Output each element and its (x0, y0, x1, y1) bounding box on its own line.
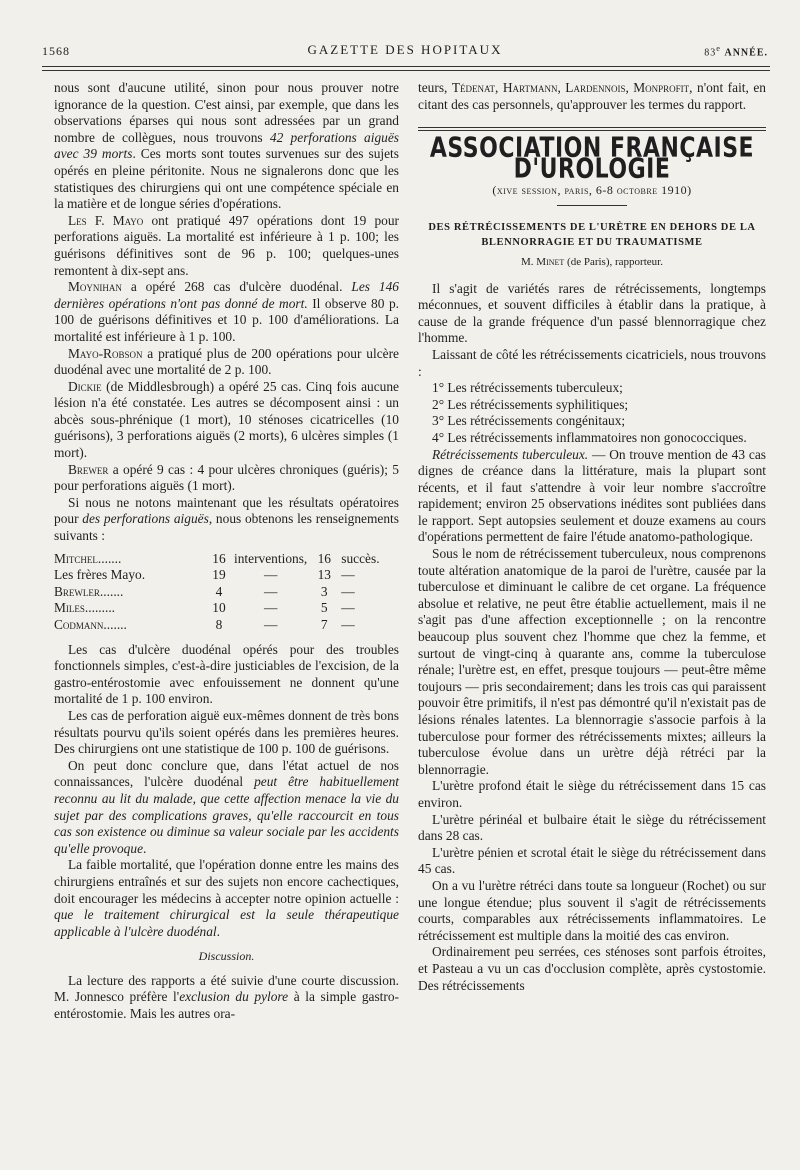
author-name: Brewer (68, 461, 109, 477)
list-item: 1° Les rétrécissements tuberculeux; (432, 380, 623, 396)
paragraph (418, 778, 766, 811)
left-column (54, 80, 399, 1023)
header-rule-top (42, 66, 770, 67)
paragraph (418, 80, 766, 113)
text-span: a opéré 9 cas : 4 pour ulcères chroniques (guéris); 5 pour perforations aiguës (1 mort). (54, 461, 399, 494)
table-row (54, 600, 399, 617)
ditto-mark: — (263, 567, 278, 583)
paragraph (418, 281, 766, 347)
surgeon-name: Brewler....... (54, 583, 124, 599)
year-suffix: e (716, 44, 721, 53)
text-span: Il observe 80 p. 100 de guérisons définitives et 10 p. 100 d'améliorations. La mortalité est inférieure à 1 p. 100. (54, 295, 399, 344)
table-row (54, 567, 399, 584)
list-item: 4° Les rétrécissements inflammatoires non gonococciques. (432, 429, 747, 445)
interventions-label: interventions, (234, 550, 308, 566)
text-span: n'ont fait, en citant des cas personnels, qu'approuver les termes du rapport. (418, 80, 766, 112)
interventions-count: 16 (212, 550, 226, 566)
text-span: Ordinairement peu serrées, ces sténoses sont parfois étroites, et Pasteau a vu un cas d'occlusion complète, après cystostomie. Des rétrécissements (418, 944, 766, 993)
text-span: L'urètre périnéal et bulbaire était le siège du rétrécissement dans 28 cas. (418, 811, 766, 844)
ditto-mark: — (341, 567, 355, 583)
text-span: M. (521, 255, 537, 268)
ditto-mark: — (263, 617, 278, 632)
success-label: succès. (341, 550, 380, 566)
surgeon-name: Miles......... (54, 600, 116, 616)
header-rule-bottom (42, 70, 770, 71)
text-span: Si nous ne notons maintenant que les résultats opératoires pour (54, 494, 399, 527)
year-label (704, 44, 768, 58)
ditto-mark: — (341, 617, 355, 632)
text-span: . Ces morts sont toutes survenues sur des sujets opérés en pleine péritonite. Nous ne signalerons donc que les statistiques des chirurgiens qui ont une compétence spéciale en la matière et de longue séries d'opérations. (54, 146, 399, 212)
text-span: Sous le nom de rétrécissement tuberculeux, nous comprenons toute altération anatomique de la paroi de l'urètre, causée par la tuberculose et diminuant le calibre de cet organe. La fréquence absolue et relative, ne peut être établie actuellement, mais il ne s'agit pas d'une affection exceptionnelle ; on la rencontre beaucoup plus souvent chez l'homme que chez la femme, et surtout de vingt-cinq à quarante ans, comme la tuberculose rénale; l'urètre est, en effet, presque toujours — peut-être même toujours — pris secondairement; dans les trois cas qui paraissent pouvoir être primitifs, il n'est pas démontré qu'il n'existait pas de lésions rénales latentes. La blennorragie s'associe parfois à la tuberculose pour former des rétrécissements mixtes; ailleurs la tuberculose évolue dans un urètre déjà rétréci par la blennorragie. (418, 546, 766, 777)
right-column (418, 80, 766, 994)
surgeon-name: Les frères Mayo. (54, 567, 146, 583)
text-span: (de Paris), rapporteur. (564, 255, 663, 268)
text-span: L'urètre pénien et scrotal était le siège du rétrécissement dans 45 cas. (418, 844, 766, 877)
paragraph (54, 462, 399, 495)
paragraph (54, 708, 399, 758)
text-span: L'urètre profond était le siège du rétrécissement dans 15 cas environ. (418, 778, 766, 810)
text-span: Laissant de côté les rétrécissements cicatriciels, nous trouvons : (418, 346, 766, 379)
italic-span: peut être habituellement reconnu au lit du malade, que cette affection menace la vie du sujet par des complications graves, qu'elle raccourcit en tous cas son existence ou diminue sa valeur sociale par les accidents qu'elle provoque (54, 774, 399, 856)
author-name: Dickie (68, 378, 102, 394)
paragraph (418, 812, 766, 845)
paragraph (54, 279, 399, 345)
text-span: nous sont d'aucune utilité, sinon pour nous prouver notre ignorance de la question. C'est ainsi, par exemple, que dans les observations éparses qui nous sont adressées par un grand nombre de collègues, nous trouvons (54, 80, 399, 145)
author-name: Mayo-Robson (68, 345, 143, 361)
author-name: Minet (536, 255, 565, 268)
list-item: 2° Les rétrécissements syphilitiques; (432, 396, 629, 412)
paragraph (418, 845, 766, 878)
paragraph (418, 347, 766, 380)
text-span: — On trouve mention de 43 cas dignes de créance dans la littérature, mais la plupart sont récents, et il faut s'attendre à voir leur nombre s'accroître rapidement; environ 25 observations inédites sont publiées dans le rapport. Sept autopsies seulement et douze examens au cours d'opérations permettent de faire l'étude anatomo-pathologique. (418, 446, 766, 545)
session-line: (xive session, paris, 6-8 octobre 1910) (492, 183, 692, 198)
year-number: 83 (704, 47, 717, 59)
year-word: ANNÉE. (724, 47, 768, 59)
italic-span: des perforations aiguës (82, 511, 209, 527)
text-span: , nous obtenons les renseignements suivants : (54, 511, 399, 544)
author-names: Tédenat, Hartmann, Lardennois, Monprofit, (451, 80, 693, 95)
author-name: Moynihan (68, 279, 122, 295)
ditto-mark: — (263, 583, 278, 599)
success-count: 7 (320, 617, 328, 632)
success-count: 16 (317, 550, 331, 566)
text-span: La lecture des rapports a été suivie d'une courte discussion. M. Jonnesco préfère l' (54, 972, 399, 1005)
journal-title: GAZETTE DES HOPITAUX (307, 42, 503, 57)
italic-span: que le traitement chirurgical est la seule thérapeutique applicable à l'ulcère duodénal (54, 907, 399, 939)
paragraph (54, 973, 399, 1023)
surgeon-name: Mitchel....... (54, 550, 122, 566)
interventions-count: 19 (212, 567, 226, 583)
paragraph (418, 546, 766, 778)
text-span: . (143, 840, 147, 856)
success-count: 3 (320, 583, 328, 599)
text-span: On peut donc conclure que, dans l'état actuel de nos connaissances, l'ulcère duodénal (54, 757, 399, 790)
paragraph (418, 447, 766, 547)
italic-span: Les 146 dernières opérations n'ont pas donné de mort. (54, 279, 399, 311)
text-span: La faible mortalité, que l'opération donne entre les mains des chirurgiens entraînés et sur des sujets non encore cachectiques, doit encourager les médecins à accepter notre opinion actuelle : (54, 857, 399, 906)
italic-span: 42 perforations aiguës avec 39 morts (54, 129, 399, 162)
success-count: 5 (320, 600, 328, 616)
text-span: . (216, 923, 221, 939)
ditto-mark: — (341, 583, 355, 599)
section-title: ASSOCIATION FRANÇAISE D'UROLOGIE (429, 132, 755, 185)
results-table (54, 551, 399, 634)
text-span: teurs, (418, 80, 452, 95)
paragraph (418, 878, 766, 944)
text-span: à la simple gastro-entérostomie. Mais les autres ora- (54, 989, 400, 1022)
paragraph (54, 758, 399, 858)
list-item: 3° Les rétrécissements congénitaux; (432, 413, 626, 429)
ditto-mark: — (263, 600, 278, 616)
paragraph (54, 857, 399, 940)
success-count: 13 (317, 567, 331, 583)
italic-span: exclusion du pylore (179, 989, 289, 1005)
text-span: Les cas d'ulcère duodénal opérés pour des troubles fonctionnels simples, c'est-à-dire justiciables de l'excision, de la gastro-entérostomie avec enfouissement ne donnent qu'une mortalité de 1 p. 100 environ. (54, 641, 399, 707)
rapporteur-line (418, 254, 766, 271)
short-rule (557, 205, 627, 206)
paragraph (54, 213, 399, 279)
text-span: Il s'agit de variétés rares de rétrécissements, longtemps méconnues, et souvent difficiles à établir dans la pratique, à cause de la grande fréquence d'un passé blennorragique chez l'homme. (418, 280, 766, 346)
table-row (54, 584, 399, 601)
table-row (54, 551, 399, 568)
article-subtitle: DES RÉTRÉCISSEMENTS DE L'URÈTRE EN DEHORS DE LA BLENNORRAGIE ET DU TRAUMATISME (428, 221, 756, 248)
section-divider (418, 127, 766, 131)
text-span: Les cas de perforation aiguë eux-mêmes donnent de très bons résultats pourvu qu'ils soient opérés dans les premières heures. Des chirurgiens ont une statistique de 100 p. 100 de guérisons. (54, 707, 399, 757)
text-span: a opéré 268 cas d'ulcère duodénal. (121, 279, 352, 295)
paragraph (54, 379, 399, 462)
discussion-heading: Discussion. (198, 949, 255, 964)
interventions-count: 8 (215, 617, 223, 632)
table-row (54, 617, 399, 634)
paragraph (54, 642, 399, 708)
page-header (42, 40, 768, 62)
text-span: ont pratiqué 497 opérations dont 19 pour perforations aiguës. La mortalité est inférieure à 1 p. 100; les guérisons définitives sont de 96 p. 100; quelques-unes remontent à dix-sept ans. (54, 212, 399, 278)
ditto-mark: — (341, 600, 355, 616)
paragraph (54, 495, 399, 545)
paragraph (54, 346, 399, 379)
text-span: (de Middlesbrough) a opéré 25 cas. Cinq fois aucune lésion n'a été constatée. Les autres se décomposent ainsi : un abcès sous-phrénique (1 mort), 10 sténoses cicatricelles (10 guérisons), 3 perforations aiguës (2 morts), 6 ulcères simples (1 mort). (54, 378, 399, 461)
surgeon-name: Codmann....... (54, 617, 127, 632)
interventions-count: 10 (212, 600, 226, 616)
interventions-count: 4 (215, 583, 223, 599)
page-number: 1568 (42, 44, 70, 58)
italic-span: Rétrécissements tuberculeux. (432, 446, 589, 462)
paragraph (418, 944, 766, 994)
author-name: Les F. Mayo (68, 212, 144, 228)
text-span: a pratiqué plus de 200 opérations pour ulcère duodénal avec une mortalité de 2 p. 100. (54, 345, 399, 378)
paragraph (54, 80, 399, 213)
text-span: On a vu l'urètre rétréci dans toute sa longueur (Rochet) ou sur une longue étendue; plus souvent il s'agit de rétrécissements courts, comparables aux rétrécissements inflammatoires. Le rétrécissement est multiple dans la moitié des cas environ. (418, 877, 766, 943)
